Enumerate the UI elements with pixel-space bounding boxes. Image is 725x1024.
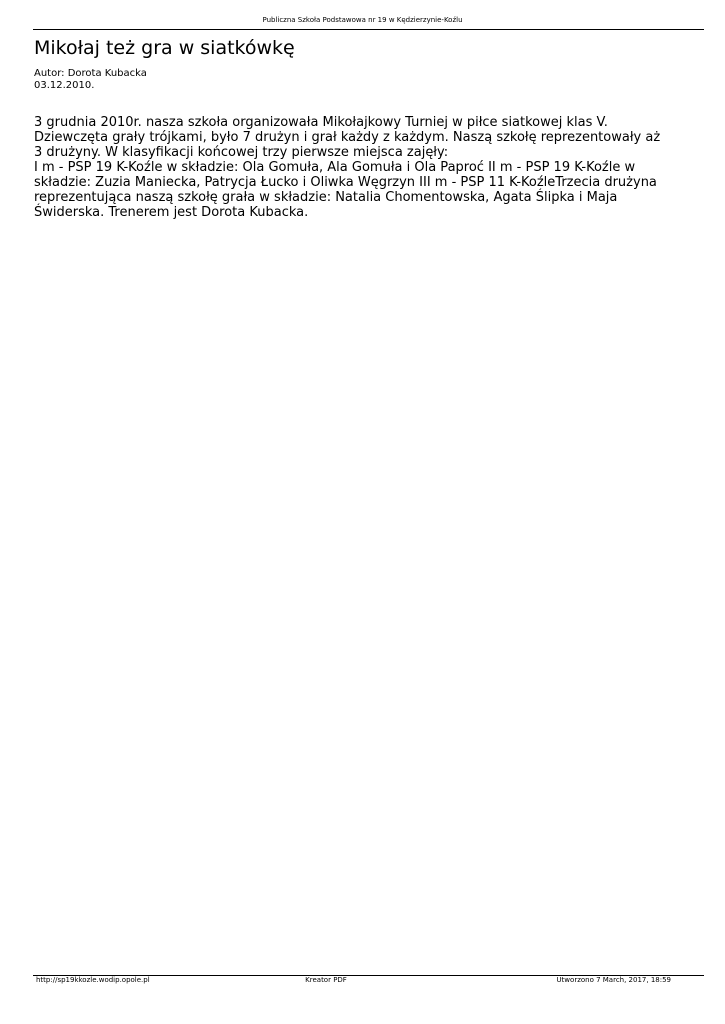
page-footer <box>36 976 671 986</box>
article-paragraph: 3 grudnia 2010r. nasza szkoła organizowała Mikołajkowy Turniej w piłce siatkowej klas V. Dziewczęta grały trójkami, było 7 drużyn i grał każdy z każdym. Naszą szkołę reprezentowały aż 3 drużyny. W klasyfikacji końcowej trzy pierwsze miejsca zajęły: I m - PSP 19 K-Koźle w składzie: Ola Gomuła, Ala Gomuła i Ola Paproć II m - PSP 19 K-Koźle w składzie: Zuzia Maniecka, Patrycja Łucko i Oliwka Węgrzyn III m - PSP 11 K-KoźleTrzecia drużyna reprezentująca naszą szkołę grała w składzie: Natalia Chomentowska, Agata Ślipka i Maja Świderska. Trenerem jest Dorota Kubacka. <box>34 115 661 220</box>
page-header: Publiczna Szkoła Podstawowa nr 19 w Kędzierzynie-Koźlu <box>262 16 463 24</box>
article-title: Mikołaj też gra w siatkówkę <box>34 37 295 59</box>
footer-created: Utworzono 7 March, 2017, 18:59 <box>556 976 671 984</box>
footer-url-link[interactable]: http://sp19kkozle.wodip.opole.pl <box>36 976 150 984</box>
author-line: Autor: Dorota Kubacka <box>34 68 147 79</box>
article-date: 03.12.2010. <box>34 80 95 91</box>
header-divider <box>33 29 704 30</box>
article-body <box>34 115 670 220</box>
footer-generator: Kreator PDF <box>305 976 347 984</box>
article-meta <box>34 68 147 92</box>
